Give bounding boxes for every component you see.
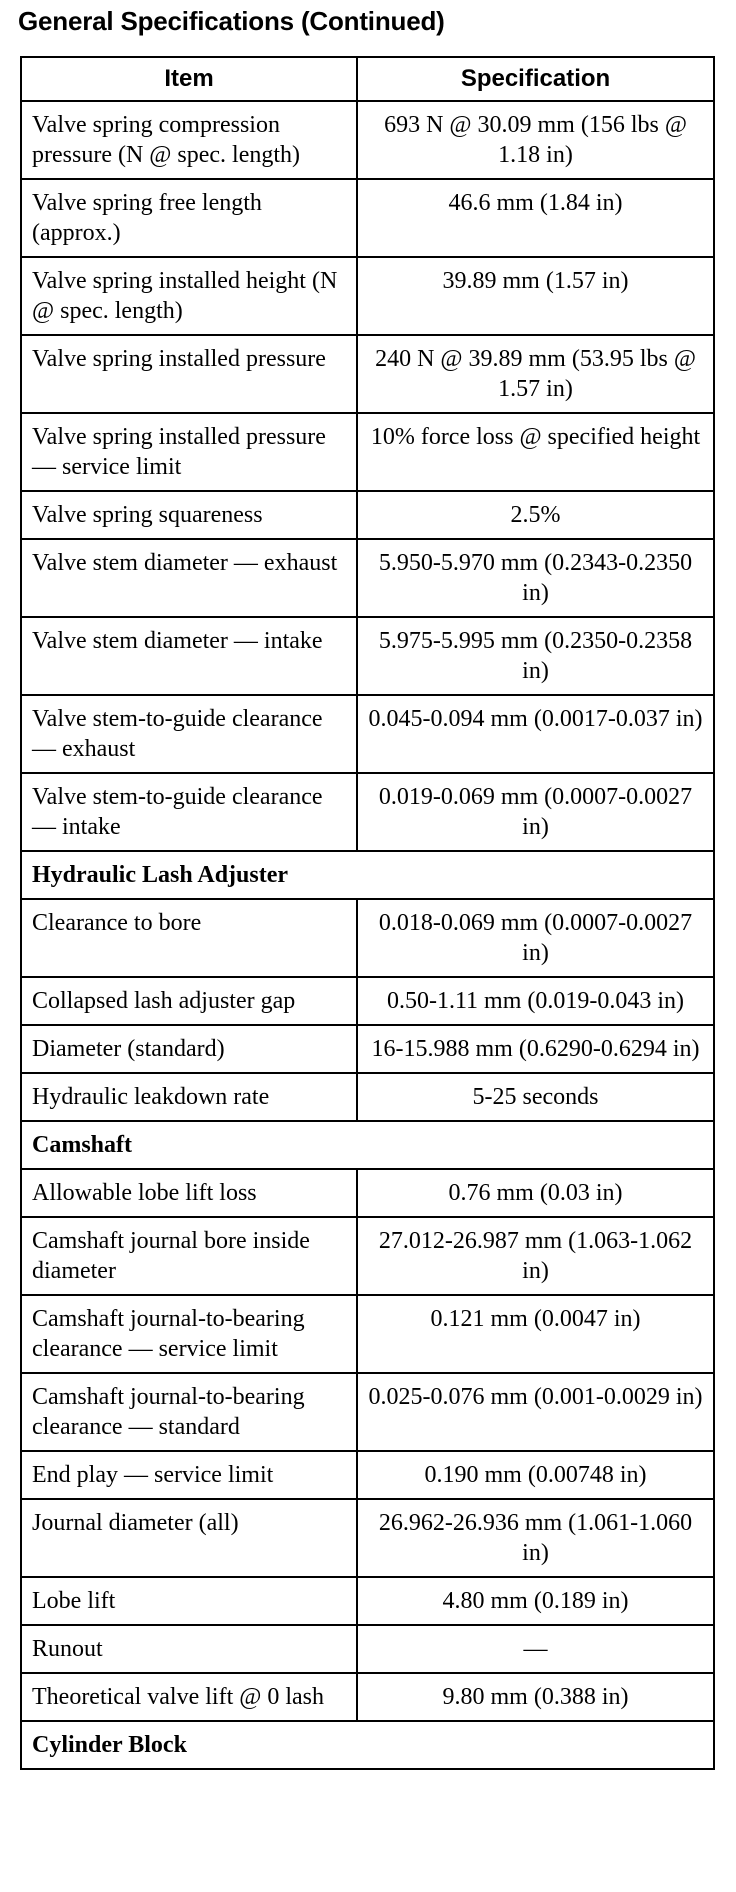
specification-cell: 0.50-1.11 mm (0.019-0.043 in) bbox=[357, 977, 714, 1025]
item-cell: Valve stem-to-guide clearance — intake bbox=[21, 773, 357, 851]
item-cell: Diameter (standard) bbox=[21, 1025, 357, 1073]
item-cell: Valve spring squareness bbox=[21, 491, 357, 539]
table-row bbox=[21, 491, 714, 539]
item-cell: Valve stem diameter — intake bbox=[21, 617, 357, 695]
specification-cell: 2.5% bbox=[357, 491, 714, 539]
table-row bbox=[21, 617, 714, 695]
table-row bbox=[21, 695, 714, 773]
item-cell: Lobe lift bbox=[21, 1577, 357, 1625]
table-row bbox=[21, 101, 714, 179]
table-row bbox=[21, 1625, 714, 1673]
item-cell: End play — service limit bbox=[21, 1451, 357, 1499]
specification-cell: 5-25 seconds bbox=[357, 1073, 714, 1121]
specification-cell: 4.80 mm (0.189 in) bbox=[357, 1577, 714, 1625]
table-body bbox=[21, 101, 714, 1769]
item-cell: Collapsed lash adjuster gap bbox=[21, 977, 357, 1025]
table-row bbox=[21, 1673, 714, 1721]
specification-cell: 0.190 mm (0.00748 in) bbox=[357, 1451, 714, 1499]
specification-cell: 0.019-0.069 mm (0.0007-0.0027 in) bbox=[357, 773, 714, 851]
item-cell: Valve stem-to-guide clearance — exhaust bbox=[21, 695, 357, 773]
item-cell: Theoretical valve lift @ 0 lash bbox=[21, 1673, 357, 1721]
specification-cell: 0.025-0.076 mm (0.001-0.0029 in) bbox=[357, 1373, 714, 1451]
table-row bbox=[21, 1025, 714, 1073]
item-cell: Valve spring free length (approx.) bbox=[21, 179, 357, 257]
section-row bbox=[21, 1721, 714, 1769]
specification-cell: 46.6 mm (1.84 in) bbox=[357, 179, 714, 257]
table-header-row bbox=[21, 57, 714, 101]
specification-cell: 26.962-26.936 mm (1.061-1.060 in) bbox=[357, 1499, 714, 1577]
table-row bbox=[21, 773, 714, 851]
table-row bbox=[21, 1217, 714, 1295]
table-row bbox=[21, 1499, 714, 1577]
specification-cell: — bbox=[357, 1625, 714, 1673]
specification-cell: 9.80 mm (0.388 in) bbox=[357, 1673, 714, 1721]
item-cell: Journal diameter (all) bbox=[21, 1499, 357, 1577]
table-row bbox=[21, 1373, 714, 1451]
item-cell: Hydraulic leakdown rate bbox=[21, 1073, 357, 1121]
specification-cell: 0.121 mm (0.0047 in) bbox=[357, 1295, 714, 1373]
specification-cell: 16-15.988 mm (0.6290-0.6294 in) bbox=[357, 1025, 714, 1073]
specification-cell: 27.012-26.987 mm (1.063-1.062 in) bbox=[357, 1217, 714, 1295]
item-cell: Runout bbox=[21, 1625, 357, 1673]
specification-cell: 0.045-0.094 mm (0.0017-0.037 in) bbox=[357, 695, 714, 773]
item-cell: Valve spring installed height (N @ spec. length) bbox=[21, 257, 357, 335]
table-row bbox=[21, 1451, 714, 1499]
table-row bbox=[21, 1073, 714, 1121]
page-title: General Specifications (Continued) bbox=[18, 6, 445, 36]
table-row bbox=[21, 335, 714, 413]
table-row bbox=[21, 1577, 714, 1625]
item-cell: Clearance to bore bbox=[21, 899, 357, 977]
general-specifications-table bbox=[20, 56, 715, 1770]
specification-cell: 0.76 mm (0.03 in) bbox=[357, 1169, 714, 1217]
specification-cell: 10% force loss @ specified height bbox=[357, 413, 714, 491]
specification-cell: 5.950-5.970 mm (0.2343-0.2350 in) bbox=[357, 539, 714, 617]
item-cell: Valve stem diameter — exhaust bbox=[21, 539, 357, 617]
table-row bbox=[21, 977, 714, 1025]
specification-cell: 39.89 mm (1.57 in) bbox=[357, 257, 714, 335]
specification-cell: 693 N @ 30.09 mm (156 lbs @ 1.18 in) bbox=[357, 101, 714, 179]
item-cell: Valve spring installed pressure bbox=[21, 335, 357, 413]
specification-cell: 0.018-0.069 mm (0.0007-0.0027 in) bbox=[357, 899, 714, 977]
section-row bbox=[21, 851, 714, 899]
table-row bbox=[21, 413, 714, 491]
table-row bbox=[21, 1295, 714, 1373]
item-cell: Valve spring installed pressure — service limit bbox=[21, 413, 357, 491]
item-column-header: Item bbox=[21, 57, 357, 101]
section-heading: Cylinder Block bbox=[21, 1721, 714, 1769]
specification-column-header: Specification bbox=[357, 57, 714, 101]
item-cell: Valve spring compression pressure (N @ spec. length) bbox=[21, 101, 357, 179]
item-cell: Camshaft journal bore inside diameter bbox=[21, 1217, 357, 1295]
section-heading: Camshaft bbox=[21, 1121, 714, 1169]
table-row bbox=[21, 899, 714, 977]
table-row bbox=[21, 179, 714, 257]
table-row bbox=[21, 1169, 714, 1217]
table-row bbox=[21, 539, 714, 617]
section-row bbox=[21, 1121, 714, 1169]
specification-cell: 5.975-5.995 mm (0.2350-0.2358 in) bbox=[357, 617, 714, 695]
specification-cell: 240 N @ 39.89 mm (53.95 lbs @ 1.57 in) bbox=[357, 335, 714, 413]
item-cell: Camshaft journal-to-bearing clearance — service limit bbox=[21, 1295, 357, 1373]
section-heading: Hydraulic Lash Adjuster bbox=[21, 851, 714, 899]
item-cell: Camshaft journal-to-bearing clearance — standard bbox=[21, 1373, 357, 1451]
table-row bbox=[21, 257, 714, 335]
item-cell: Allowable lobe lift loss bbox=[21, 1169, 357, 1217]
